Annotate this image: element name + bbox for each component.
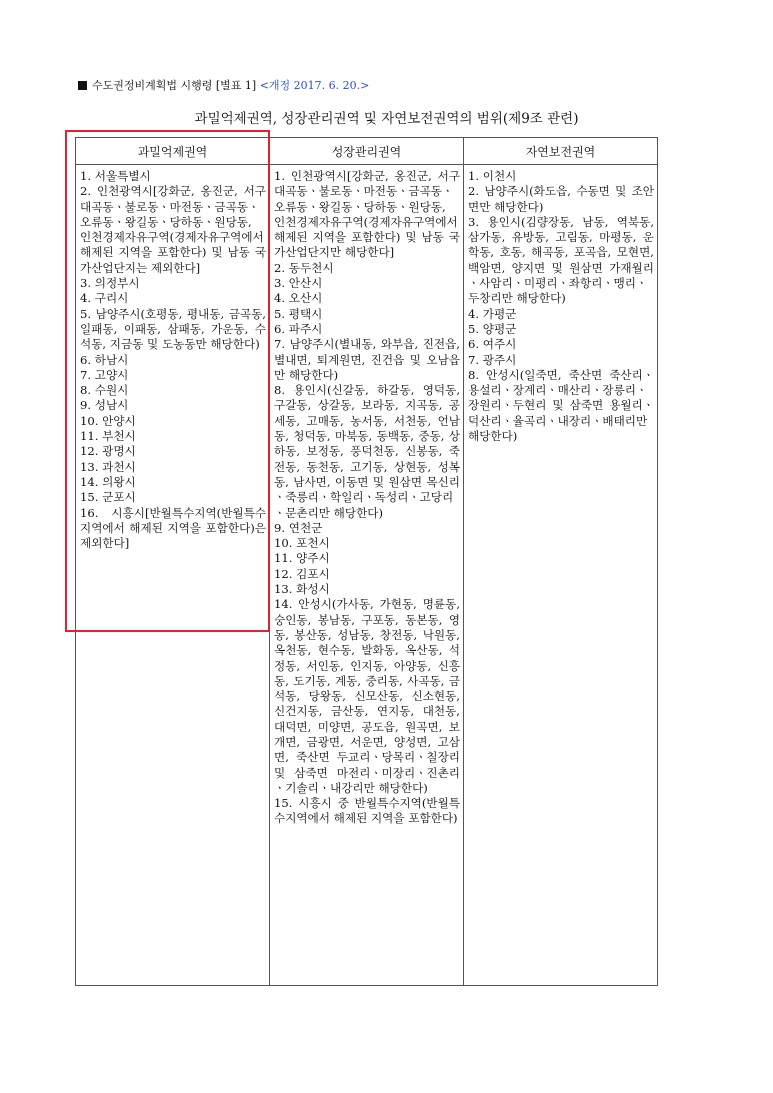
list-item: 11. 부천시 — [80, 429, 136, 444]
list-item: 4. 오산시 — [274, 291, 323, 306]
list-item: 12. 김포시 — [274, 566, 330, 581]
table-header-row — [76, 138, 658, 165]
list-item: 10. 안양시 — [80, 413, 136, 428]
list-item: 1. 인천광역시[강화군, 옹진군, 서구 대곡동ㆍ불로동ㆍ마전동ㆍ금곡동ㆍ오류동ㆍ왕길동ㆍ당하동ㆍ원당동, 인천경제자유구역(경제자유구역에서 해제된 지역을 포함한다) 및 남동 국가산업단지만 해당한다] — [274, 169, 460, 260]
list-item: 3. 안산시 — [274, 276, 323, 291]
list-item: 5. 남양주시(호평동, 평내동, 금곡동, 일패동, 이패동, 삼패동, 가운동, 수석동, 지금동 및 도농동만 해당한다) — [80, 306, 266, 352]
list-item: 5. 양평군 — [468, 321, 517, 336]
list-item: 12. 광명시 — [80, 444, 136, 459]
list-item: 6. 여주시 — [468, 337, 517, 352]
list-item: 1. 이천시 — [468, 169, 517, 183]
list-item: 11. 양주시 — [274, 551, 330, 566]
list-item: 8. 수원시 — [80, 383, 129, 398]
list-item: 8. 안성시(일죽면, 죽산면 죽산리ㆍ용설리ㆍ장계리ㆍ매산리ㆍ장릉리ㆍ장원리ㆍ두현리 및 삼죽면 용월리ㆍ덕산리ㆍ율곡리ㆍ내장리ㆍ배태리만 해당한다) — [468, 367, 654, 444]
list-item: 14. 안성시(가사동, 가현동, 명륜동, 숭인동, 봉남동, 구포동, 동본동, 영동, 봉산동, 성남동, 창전동, 낙원동, 옥천동, 현수동, 발화동, 옥산동, 석정동, 서인동, 인지동, 아양동, 신흥동, 도기동, 계동, 중리동, 사곡동, 금석동, 당왕동, 신모산동, 신소현동, 신건지동, 금산동, 연지동, 대천동, 대덕면, 미양면, 공도읍, 원곡면, 보개면, 금광면, 서운면, 양성면, 고삼면, 죽산면 두교리ㆍ당목리ㆍ칠장리 및 삼죽면 마전리ㆍ미장리ㆍ진촌리ㆍ기솔리ㆍ내강리만 해당한다) — [274, 597, 460, 795]
list-item: 4. 구리시 — [80, 291, 129, 306]
list-item: 13. 화성시 — [274, 582, 330, 597]
list-item: 6. 하남시 — [80, 352, 129, 367]
list-item: 7. 남양주시(별내동, 와부읍, 진전읍, 별내면, 퇴계원면, 진건읍 및 오남읍만 해당한다) — [274, 337, 460, 382]
document-header — [78, 77, 369, 93]
list-item: 3. 용인시(김량장동, 남동, 역북동, 삼가동, 유방동, 고림동, 마평동, 운학동, 호동, 해곡동, 포곡읍, 모현면, 백암면, 양지면 및 원삼면 가재월리ㆍ사암리ㆍ미평리ㆍ좌항리ㆍ맹리ㆍ두창리만 해당한다) — [468, 214, 654, 306]
square-bullet-icon — [78, 81, 87, 90]
zone-table — [75, 137, 658, 986]
list-item: 2. 인천광역시[강화군, 옹진군, 서구 대곡동ㆍ불로동ㆍ마전동ㆍ금곡동ㆍ오류동ㆍ왕길동ㆍ당하동ㆍ원당동, 인천경제자유구역(경제자유구역에서 해제된 지역을 포함한다) 및 남동 국가산업단지는 제외한다] — [80, 184, 266, 275]
header-growth-management: 성장관리권역 — [270, 138, 464, 165]
list-item: 15. 시흥시 중 반월특수지역(반월특수지역에서 해제된 지역을 포함한다) — [274, 796, 460, 826]
list-item: 3. 의정부시 — [80, 276, 140, 291]
list-item: 7. 고양시 — [80, 367, 129, 382]
list-item: 2. 남양주시(화도읍, 수동면 및 조안면만 해당한다) — [468, 184, 654, 214]
list-item: 5. 평택시 — [274, 306, 323, 321]
list-item: 14. 의왕시 — [80, 474, 136, 489]
list-item: 10. 포천시 — [274, 536, 330, 551]
list-item: 13. 과천시 — [80, 459, 136, 474]
header-overcrowding: 과밀억제권역 — [76, 138, 270, 165]
overcrowding-cell — [76, 165, 270, 986]
revision-date: <개정 2017. 6. 20.> — [259, 79, 370, 92]
document-title: 과밀억제권역, 성장관리권역 및 자연보전권역의 범위(제9조 관련) — [194, 111, 579, 127]
list-item: 1. 서울특별시 — [80, 169, 151, 183]
list-item: 4. 가평군 — [468, 306, 517, 321]
list-item: 9. 연천군 — [274, 520, 323, 535]
table-body-row — [76, 165, 658, 986]
law-reference: 수도권정비계획법 시행령 [별표 1] — [92, 79, 257, 92]
growth-management-cell — [270, 165, 464, 986]
list-item: 8. 용인시(신갈동, 하갈동, 영덕동, 구갈동, 상갈동, 보라동, 지곡동, 공세동, 고매동, 농서동, 서천동, 언남동, 청덕동, 마북동, 동백동, 중동, 상하동, 보정동, 풍덕천동, 신봉동, 죽전동, 동천동, 고기동, 상현동, 성복동, 남사면, 이동면 및 원삼면 목신리ㆍ죽릉리ㆍ학일리ㆍ독성리ㆍ고당리ㆍ문촌리만 해당한다) — [274, 383, 460, 520]
list-item: 7. 광주시 — [468, 352, 517, 367]
header-nature-conservation: 자연보전권역 — [464, 138, 658, 165]
list-item: 15. 군포시 — [80, 490, 136, 505]
list-item: 16. 시흥시[반월특수지역(반월특수지역에서 해제된 지역을 포함한다)은 제외한다] — [80, 505, 266, 551]
nature-conservation-cell — [464, 165, 658, 986]
list-item: 9. 성남시 — [80, 398, 129, 413]
list-item: 2. 동두천시 — [274, 260, 334, 275]
list-item: 6. 파주시 — [274, 321, 323, 336]
